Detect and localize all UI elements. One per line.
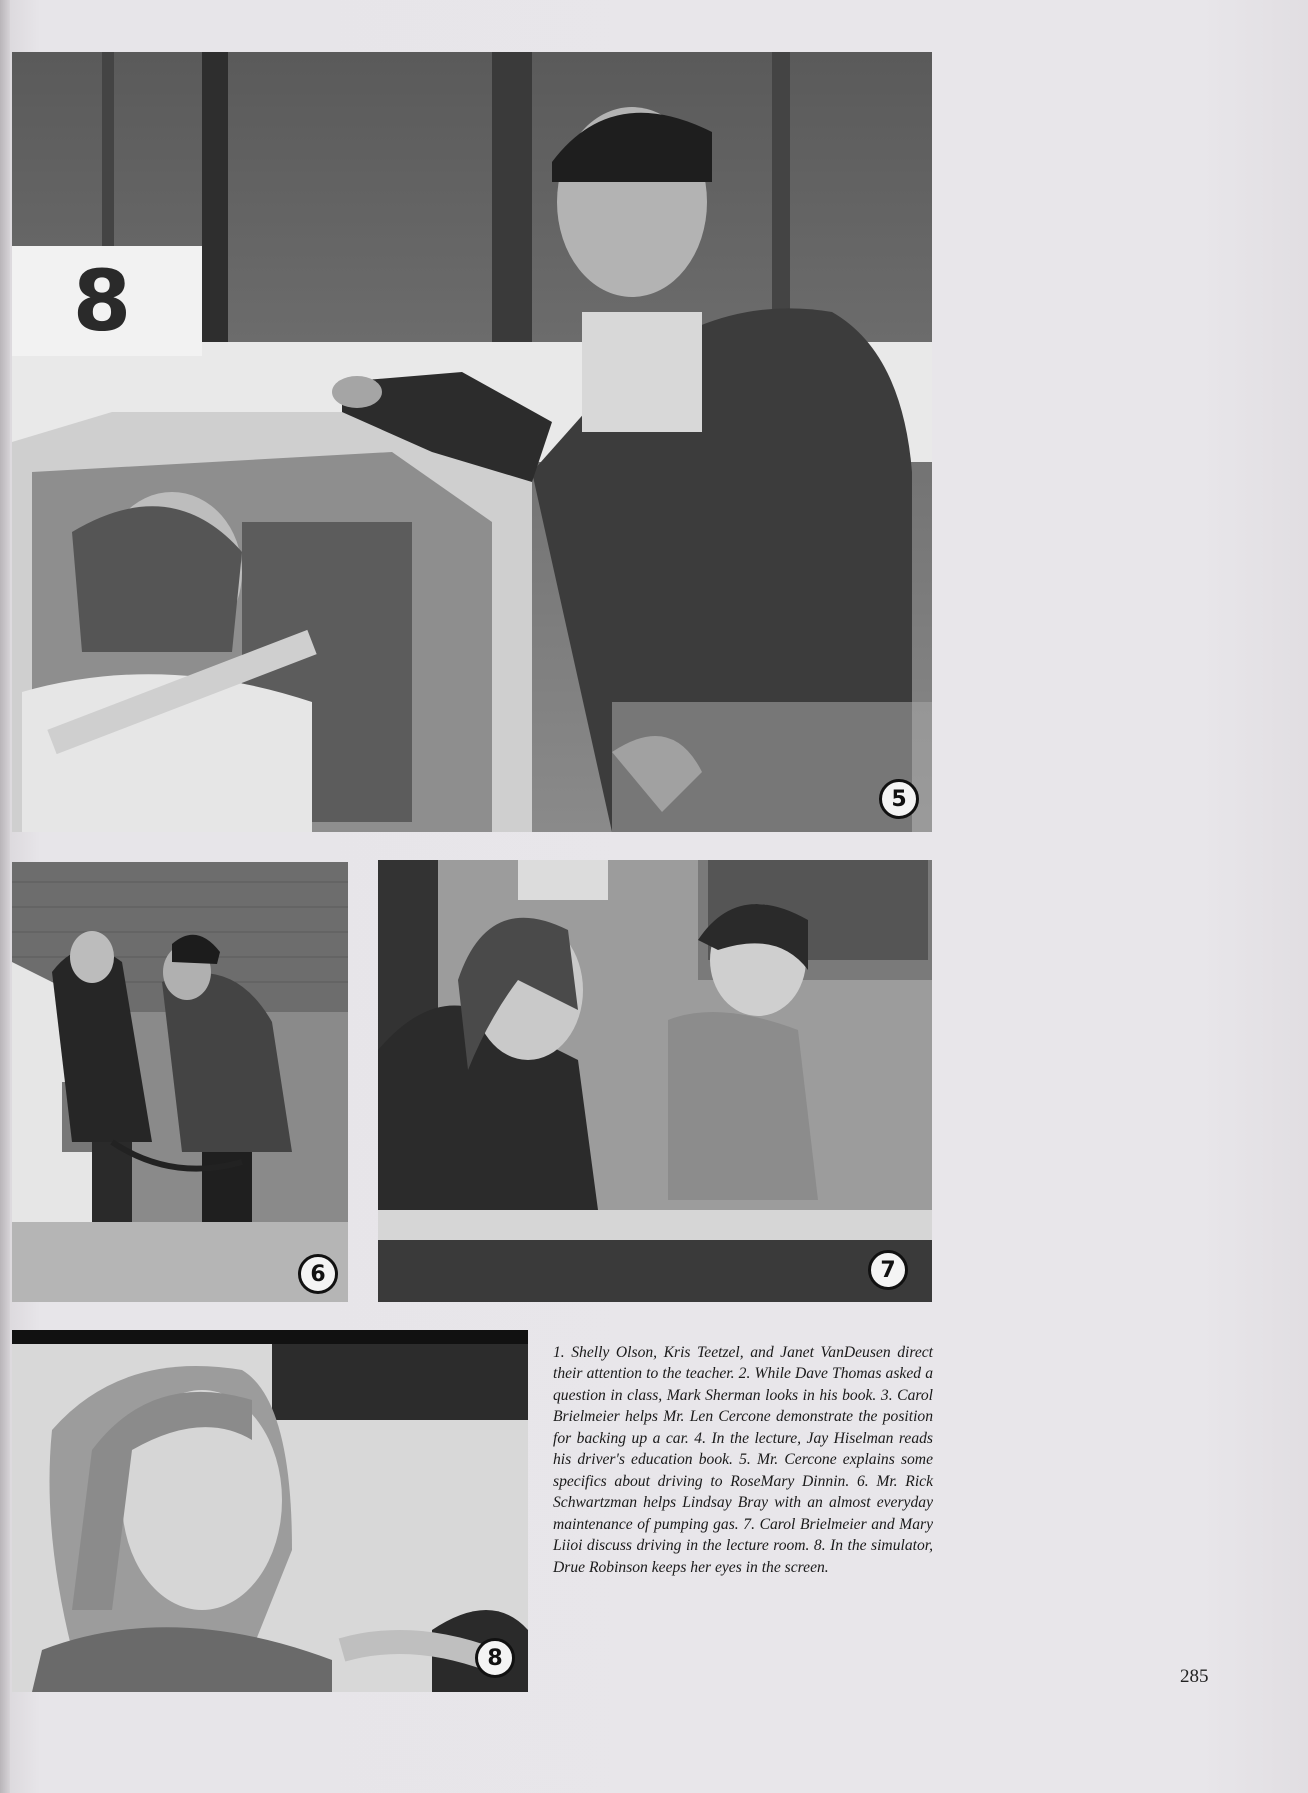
photo-5 [12, 52, 932, 832]
photo-number-badge: 8 [475, 1638, 515, 1678]
photo-number-badge: 5 [879, 779, 919, 819]
page-number: 285 [1180, 1666, 1209, 1687]
binding-edge [0, 0, 10, 1793]
photo-7 [378, 860, 932, 1302]
photo-captions: 1. Shelly Olson, Kris Teetzel, and Janet VanDeusen direct their attention to the teacher. 2. While Dave Thomas asked a question in class, Mark Sherman looks in his book. 3. Carol Brielmeier helps Mr. Len Cercone demonstrate the position for backing up a car. 4. In the lecture, Jay Hiselman reads his driver's education book. 5. Mr. Cercone explains some specifics about driving to RoseMary Dinnin. 6. Mr. Rick Schwartzman helps Lindsay Bray with an almost everyday maintenance of pumping gas. 7. Carol Brielmeier and Mary Liioi discuss driving in the lecture room. 8. In the simulator, Drue Robinson keeps her eyes in the screen. [553, 1343, 933, 1576]
photo-number-badge: 7 [868, 1250, 908, 1290]
photo-6 [12, 862, 348, 1302]
photo-number-badge: 6 [298, 1254, 338, 1294]
car-roof-sign: 8 [72, 252, 132, 350]
photo-8 [12, 1330, 528, 1692]
